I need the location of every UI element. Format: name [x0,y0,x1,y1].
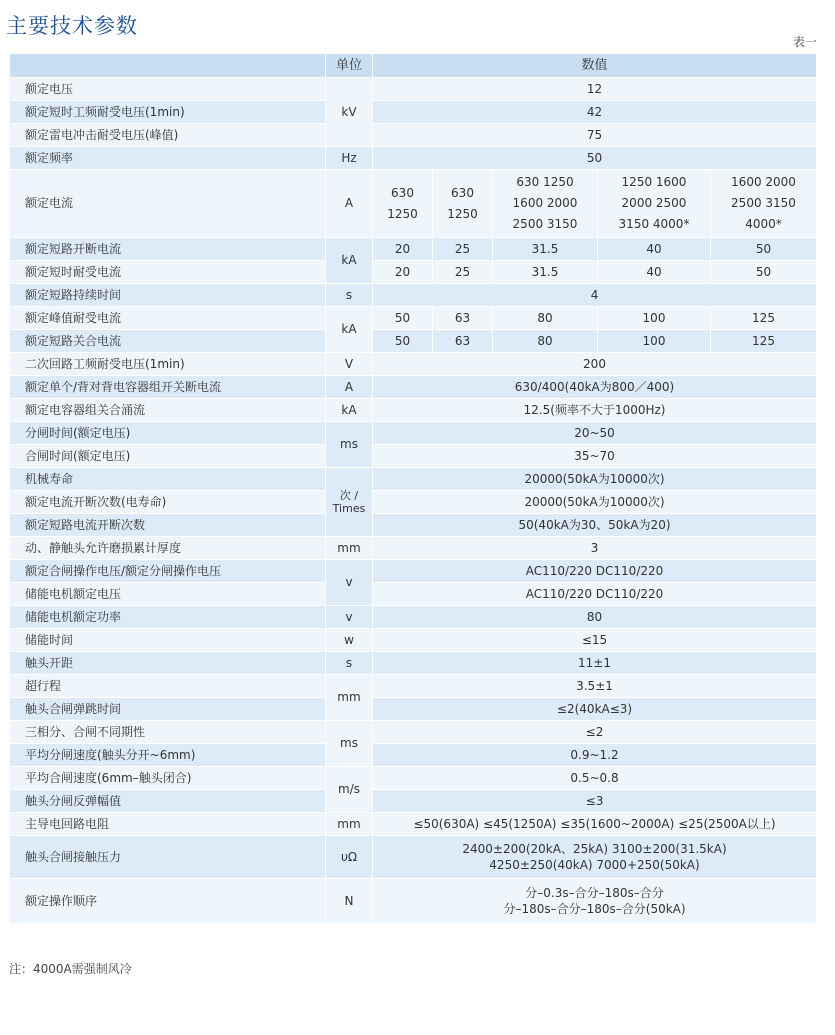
table-row [10,606,817,629]
row-unit: mm [326,813,373,836]
row-label: 额定电流 [10,170,326,238]
table-row [10,652,817,675]
row-unit: A [326,376,373,399]
table-row [10,744,817,767]
row-value-col2: 63 [433,307,493,330]
table-row [10,767,817,790]
row-label: 额定电流开断次数(电寿命) [10,491,326,514]
row-value: 12.5(频率不大于1000Hz) [373,399,817,422]
row-label: 储能时间 [10,629,326,652]
table-row [10,445,817,468]
table-row [10,836,817,879]
row-value: 50 [373,147,817,170]
table-row [10,790,817,813]
header-param [10,54,326,78]
row-value-col2: 25 [433,261,493,284]
row-value-col1: 20 [373,238,433,261]
row-value: 3.5±1 [373,675,817,698]
row-value-col3: 31.5 [493,261,598,284]
table-row [10,353,817,376]
row-value: AC110/220 DC110/220 [373,560,817,583]
row-unit: kV [326,78,373,147]
table-row [10,879,817,924]
row-label: 额定合闸操作电压/额定分闸操作电压 [10,560,326,583]
row-value: 80 [373,606,817,629]
table-row [10,721,817,744]
row-value-col4: 100 [598,330,711,353]
row-value: 12 [373,78,817,101]
row-unit: kA [326,399,373,422]
row-value: 0.9~1.2 [373,744,817,767]
row-value-col5: 50 [711,238,817,261]
row-label: 储能电机额定电压 [10,583,326,606]
header-unit: 单位 [326,54,373,78]
row-unit: w [326,629,373,652]
table-row [10,78,817,101]
row-label: 平均分闸速度(触头分开~6mm) [10,744,326,767]
row-unit: kA [326,238,373,284]
row-unit: υΩ [326,836,373,879]
row-value-col3: 80 [493,330,598,353]
row-value-col3: 31.5 [493,238,598,261]
row-value: ≤2(40kA≤3) [373,698,817,721]
row-value: 20~50 [373,422,817,445]
row-label: 额定短时工频耐受电压(1min) [10,101,326,124]
row-label: 主导电回路电阻 [10,813,326,836]
row-label: 额定短路持续时间 [10,284,326,307]
table-row [10,399,817,422]
row-label: 额定短时耐受电流 [10,261,326,284]
row-value: 20000(50kA为10000次) [373,491,817,514]
spec-table [9,53,817,924]
row-value-col4: 40 [598,238,711,261]
table-row [10,307,817,330]
row-value-col3: 80 [493,307,598,330]
row-value: 35~70 [373,445,817,468]
table-row [10,468,817,491]
row-value-col4: 100 [598,307,711,330]
table-header [10,54,817,78]
row-value-col5: 125 [711,330,817,353]
row-unit: Hz [326,147,373,170]
row-value: AC110/220 DC110/220 [373,583,817,606]
row-value: 2400±200(20kA、25kA) 3100±200(31.5kA) 4250±250(40kA) 7000+250(50kA) [373,836,817,879]
row-unit: ms [326,422,373,468]
row-unit: mm [326,537,373,560]
row-value: 0.5~0.8 [373,767,817,790]
row-value: 3 [373,537,817,560]
row-value: 42 [373,101,817,124]
row-value-col4: 40 [598,261,711,284]
row-value: 50(40kA为30、50kA为20) [373,514,817,537]
table-row [10,422,817,445]
table-row [10,376,817,399]
row-label: 合闸时间(额定电压) [10,445,326,468]
row-label: 分闸时间(额定电压) [10,422,326,445]
row-unit: 次 / Times [326,468,373,537]
row-value: 630/400(40kA为800／400) [373,376,817,399]
row-unit: ms [326,721,373,767]
row-value: ≤2 [373,721,817,744]
row-value: ≤3 [373,790,817,813]
row-label: 额定电容器组关合涌流 [10,399,326,422]
row-value: 200 [373,353,817,376]
table-row [10,238,817,261]
row-value-col5: 50 [711,261,817,284]
row-value-col5: 1600 2000 2500 3150 4000* [711,170,817,238]
row-label: 触头分闸反弹幅值 [10,790,326,813]
table-row [10,537,817,560]
table-row [10,124,817,147]
table-row [10,147,817,170]
row-label: 三相分、合闸不同期性 [10,721,326,744]
row-unit: s [326,652,373,675]
row-unit: mm [326,675,373,721]
row-unit: m/s [326,767,373,813]
row-value-col1: 50 [373,307,433,330]
row-value: 11±1 [373,652,817,675]
row-label: 额定操作顺序 [10,879,326,924]
table-row [10,813,817,836]
table-row [10,675,817,698]
row-unit: A [326,170,373,238]
row-label: 二次回路工频耐受电压(1min) [10,353,326,376]
row-value-col2: 63 [433,330,493,353]
row-label: 额定单个/背对背电容器组开关断电流 [10,376,326,399]
row-value-col1: 50 [373,330,433,353]
table-row [10,170,817,238]
row-unit: s [326,284,373,307]
table-row [10,284,817,307]
row-value: 4 [373,284,817,307]
row-label: 触头合闸弹跳时间 [10,698,326,721]
table-row [10,101,817,124]
row-label: 额定短路关合电流 [10,330,326,353]
table-row [10,330,817,353]
row-unit: kA [326,307,373,353]
row-value-col3: 630 1250 1600 2000 2500 3150 [493,170,598,238]
table-row [10,261,817,284]
row-label: 动、静触头允许磨损累计厚度 [10,537,326,560]
row-label: 触头开距 [10,652,326,675]
row-unit: v [326,606,373,629]
row-value-col2: 630 1250 [433,170,493,238]
row-label: 触头合闸接触压力 [10,836,326,879]
row-label: 额定雷电冲击耐受电压(峰值) [10,124,326,147]
row-label: 额定频率 [10,147,326,170]
table-number: 表一 [792,35,817,49]
row-label: 平均合闸速度(6mm–触头闭合) [10,767,326,790]
row-value-col5: 125 [711,307,817,330]
row-value-col1: 630 1250 [373,170,433,238]
row-label: 机械寿命 [10,468,326,491]
row-value: 分–0.3s–合分–180s–合分 分–180s–合分–180s–合分(50kA) [373,879,817,924]
row-label: 储能电机额定功率 [10,606,326,629]
row-value: 20000(50kA为10000次) [373,468,817,491]
row-value: ≤15 [373,629,817,652]
row-label: 额定电压 [10,78,326,101]
row-label: 额定峰值耐受电流 [10,307,326,330]
table-row [10,583,817,606]
header-value: 数值 [373,54,817,78]
table-row [10,514,817,537]
row-value-col1: 20 [373,261,433,284]
row-label: 超行程 [10,675,326,698]
table-row [10,491,817,514]
row-unit: v [326,560,373,606]
row-value-col4: 1250 1600 2000 2500 3150 4000* [598,170,711,238]
row-value: 75 [373,124,817,147]
page-title: 主要技术参数 [6,14,138,38]
row-unit: N [326,879,373,924]
row-label: 额定短路电流开断次数 [10,514,326,537]
table-row [10,560,817,583]
row-value: ≤50(630A) ≤45(1250A) ≤35(1600~2000A) ≤25(2500A以上) [373,813,817,836]
table-row [10,629,817,652]
table-row [10,698,817,721]
row-unit: V [326,353,373,376]
footnote: 注：4000A需强制风冷 [9,962,132,976]
row-label: 额定短路开断电流 [10,238,326,261]
row-value-col2: 25 [433,238,493,261]
